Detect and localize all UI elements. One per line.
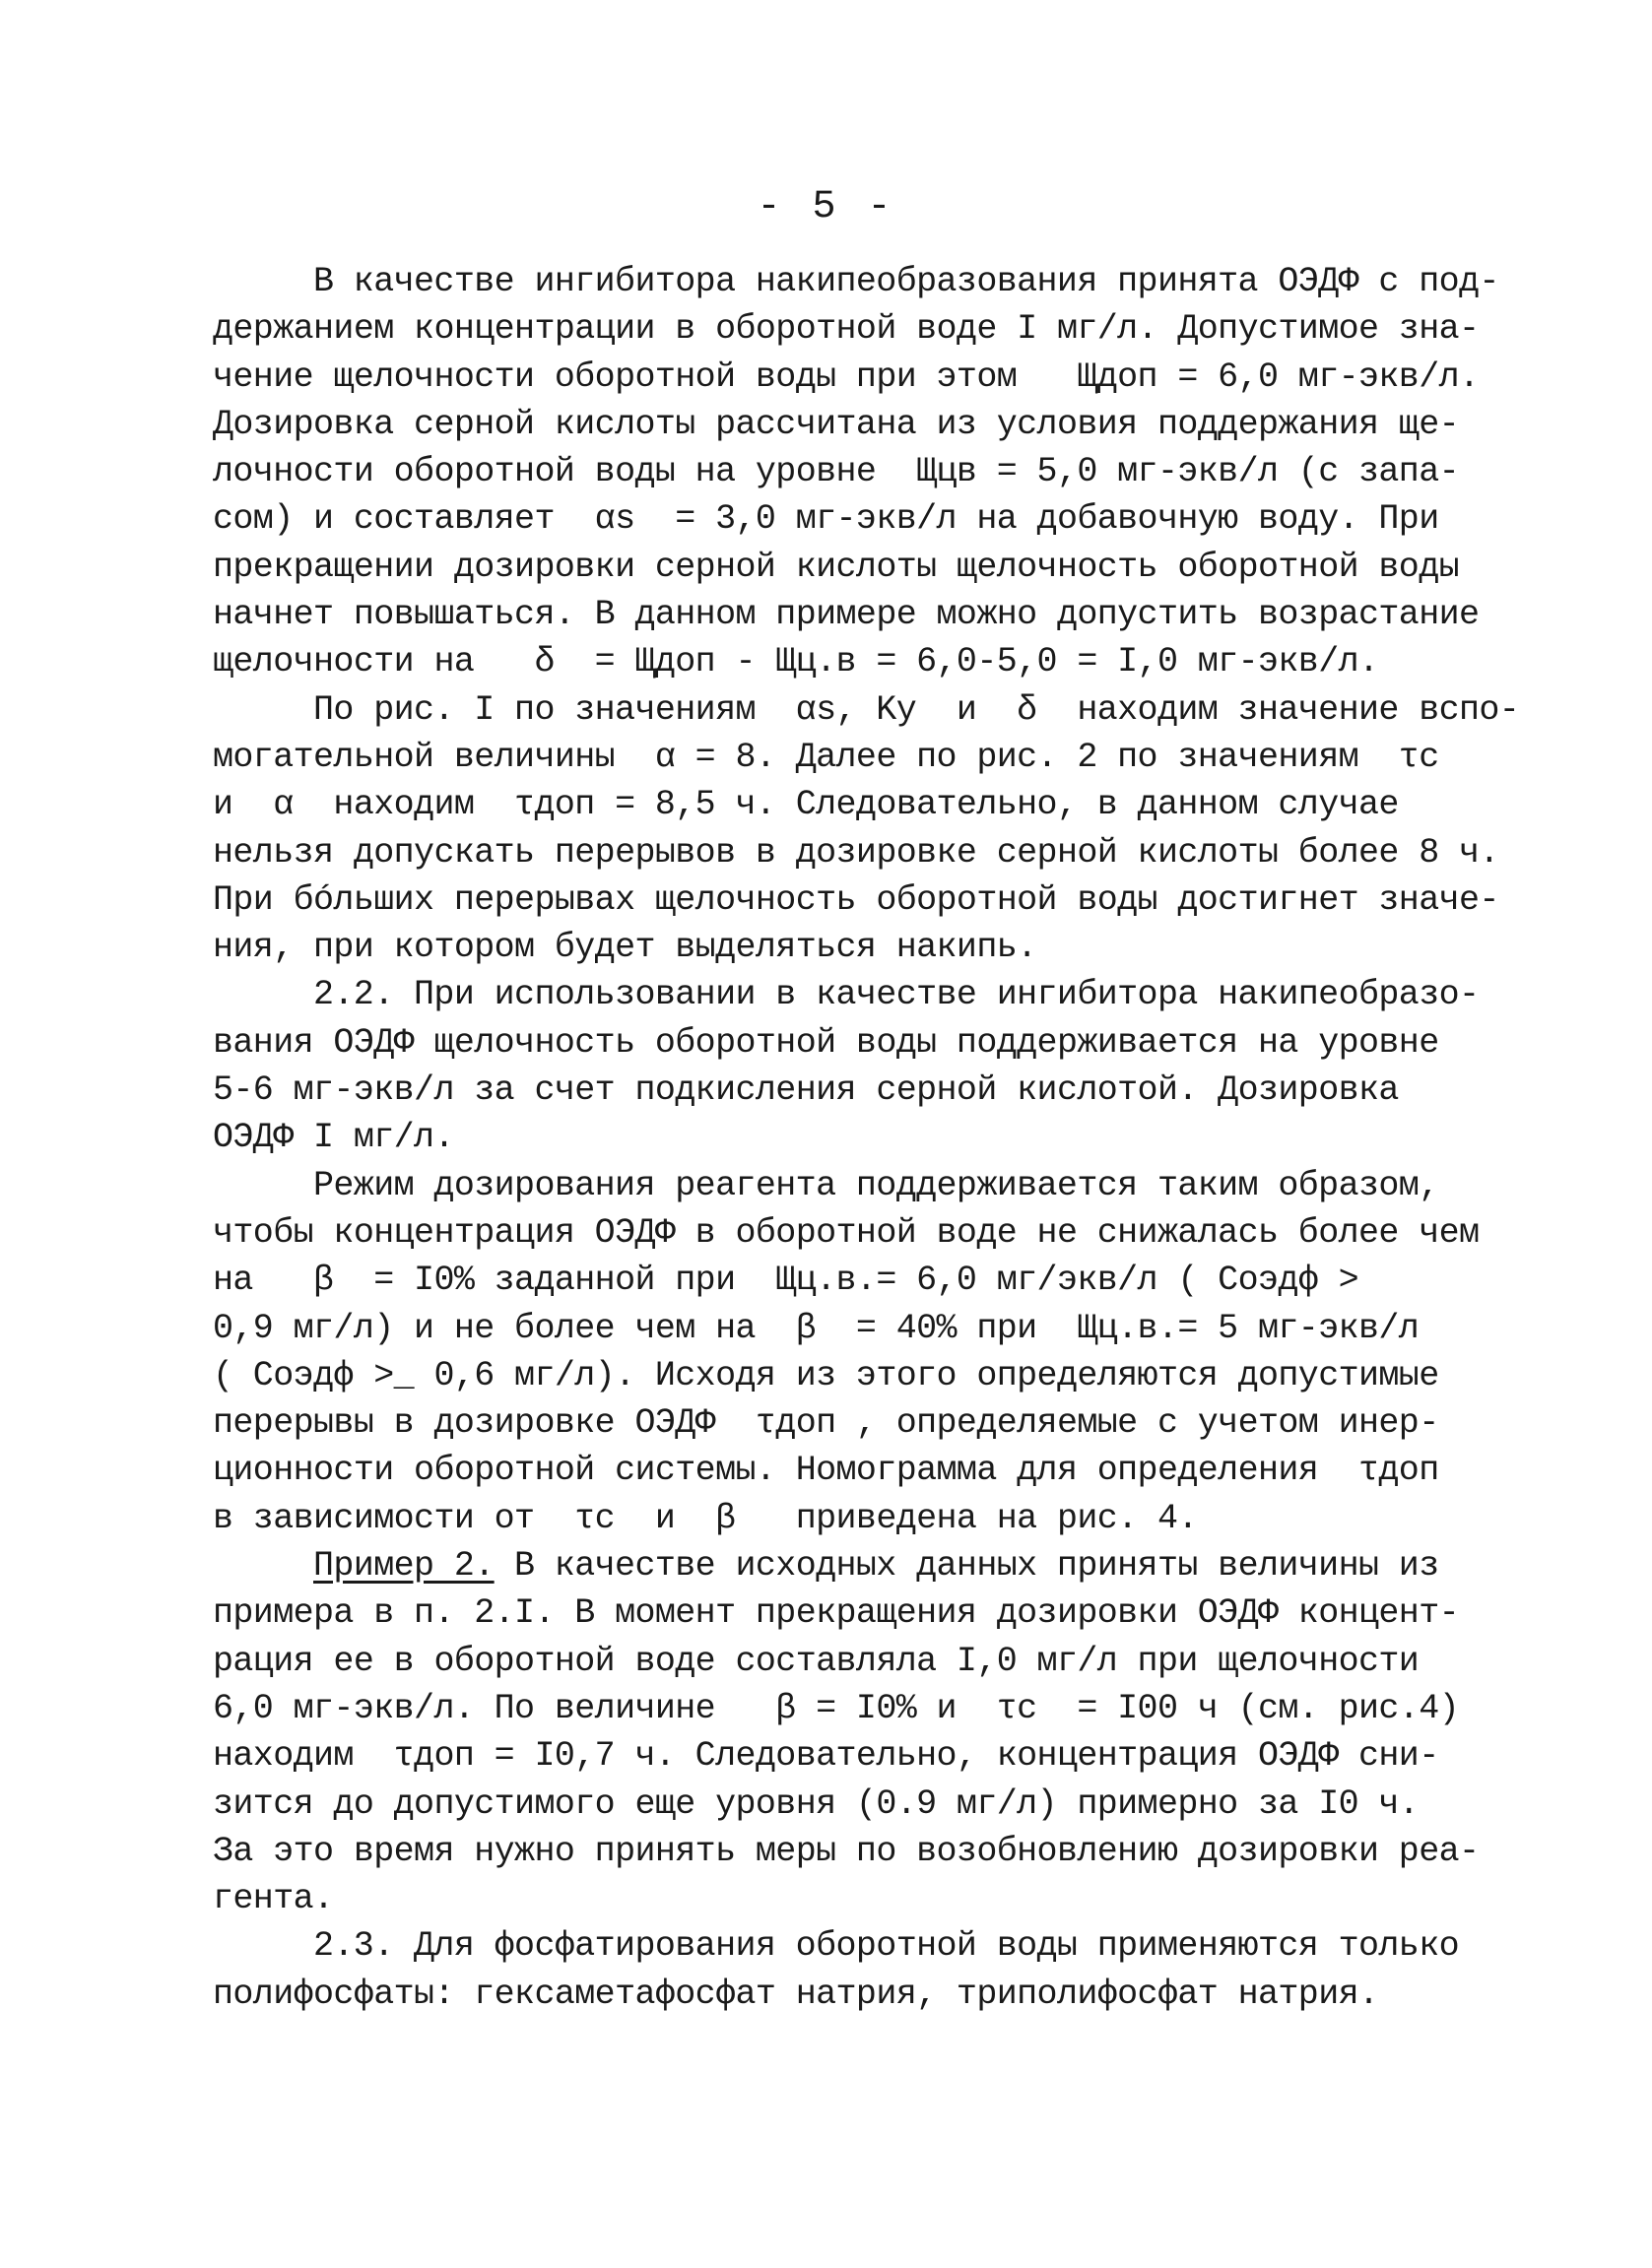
text-line: ционности оборотной системы. Номограмма для определения τдоп	[213, 1451, 1439, 1491]
text-line: По рис. I по значениям αs, Ky и δ находим значение вспо-	[313, 689, 1520, 730]
text-line: чение щелочности оборотной воды при этом Щдоп = 6,0 мг-экв/л.	[213, 356, 1480, 397]
text-line: нельзя допускать перерывов в дозировке серной кислоты более 8 ч.	[213, 832, 1499, 873]
text-line: рация ее в оборотной воде составляла I,0 мг/л при щелочности	[213, 1641, 1420, 1681]
text-line: начнет повышаться. В данном примере можно допустить возрастание	[213, 595, 1480, 635]
text-line: 5-6 мг-экв/л за счет подкисления серной кислотой. Дозировка	[213, 1070, 1399, 1111]
paragraph-dosing-mode	[213, 1162, 1480, 1542]
paragraph-section-2-2	[213, 971, 1480, 1161]
example-label: Пример 2.	[313, 1546, 495, 1587]
text-line	[213, 1542, 1464, 1589]
text-line: ния, при котором будет выделяться накипь.	[213, 928, 1037, 968]
text-span: В качестве исходных данных приняты величины из	[494, 1546, 1439, 1587]
text-line: полифосфаты: гексаметафосфат натрия, триполифосфат натрия.	[213, 1974, 1379, 2014]
text-line: За это время нужно принять меры по возобновлению дозировки реа-	[213, 1831, 1480, 1871]
text-line: 2.3. Для фосфатирования оборотной воды применяются только	[313, 1926, 1459, 1967]
page-number: - 5 -	[757, 185, 895, 229]
text-line: ОЭДФ I мг/л.	[213, 1118, 454, 1158]
paragraph-figure-procedure	[213, 686, 1520, 972]
text-line: примера в п. 2.I. В момент прекращения дозировки ОЭДФ концент-	[213, 1593, 1460, 1634]
text-line: вания ОЭДФ щелочность оборотной воды поддерживается на уровне	[213, 1022, 1439, 1063]
body-text	[213, 258, 1520, 2018]
text-line: зится до допустимого еще уровня (0.9 мг/л) примерно за I0 ч.	[213, 1783, 1420, 1824]
text-line: прекращении дозировки серной кислоты щелочность оборотной воды	[213, 547, 1460, 587]
text-line: в зависимости от τc и β приведена на рис. 4.	[213, 1498, 1198, 1538]
text-line: 2.2. При использовании в качестве ингибитора накипеобразо-	[313, 975, 1480, 1015]
text-line: сом) и составляет αs = 3,0 мг-экв/л на добавочную воду. При	[213, 499, 1439, 540]
text-line: могательной величины α = 8. Далее по рис. 2 по значениям τc	[213, 737, 1439, 777]
text-line: чтобы концентрация ОЭДФ в оборотной воде не снижалась более чем	[213, 1212, 1480, 1253]
text-line: находим τдоп = I0,7 ч. Следовательно, концентрация ОЭДФ сни-	[213, 1736, 1439, 1777]
text-line: и α находим τдоп = 8,5 ч. Следовательно, в данном случае	[213, 785, 1399, 825]
text-line: 0,9 мг/л) и не более чем на β = 40% при Щц.в.= 5 мг-экв/л	[213, 1308, 1420, 1348]
text-line: держанием концентрации в оборотной воде I мг/л. Допустимое зна-	[213, 309, 1480, 350]
paragraph-section-2-3	[213, 1922, 1464, 2018]
text-line: щелочности на δ = Щдоп - Щц.в = 6,0-5,0 = I,0 мг-экв/л.	[213, 642, 1379, 682]
text-line: Режим дозирования реагента поддерживается таким образом,	[313, 1165, 1439, 1205]
paragraph-example-2	[213, 1542, 1480, 1922]
text-line: ( Cоэдф >_ 0,6 мг/л). Исходя из этого определяются допустимые	[213, 1355, 1439, 1395]
text-line: на β = I0% заданной при Щц.в.= 6,0 мг/экв/л ( Cоэдф >	[213, 1261, 1358, 1301]
text-line: 6,0 мг-экв/л. По величине β = I0% и τc = I00 ч (см. рис.4)	[213, 1688, 1460, 1728]
text-line: гента.	[213, 1879, 334, 1919]
text-line: Дозировка серной кислоты рассчитана из условия поддержания ще-	[213, 404, 1460, 444]
text-line: лочности оборотной воды на уровне Щцв = 5,0 мг-экв/л (с запа-	[213, 452, 1460, 492]
paragraph-inhibitor-description	[213, 258, 1499, 686]
text-line: перерывы в дозировке ОЭДФ τдоп , определяемые с учетом инер-	[213, 1403, 1439, 1444]
text-line: При бóльших перерывах щелочность оборотной воды достигнет значе-	[213, 879, 1499, 920]
text-line: В качестве ингибитора накипеобразования принята ОЭДФ с под-	[313, 262, 1499, 301]
